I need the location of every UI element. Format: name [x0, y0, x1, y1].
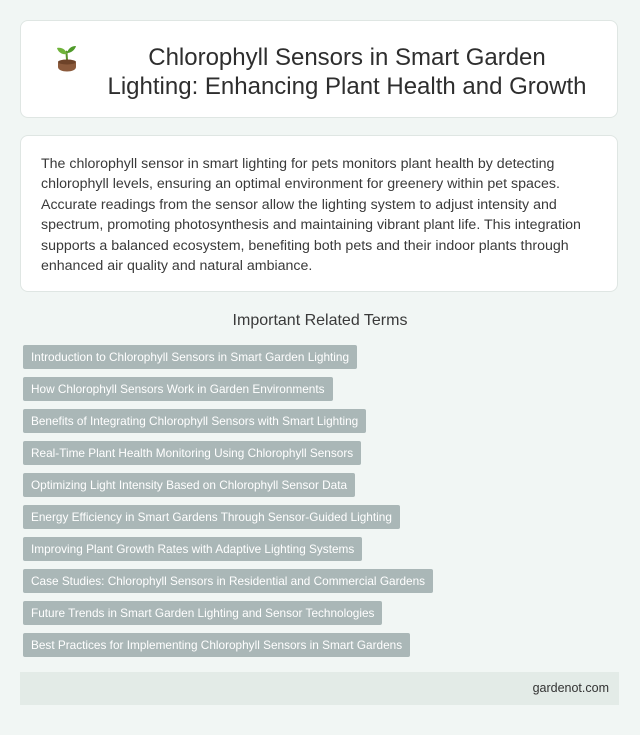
related-term-item[interactable]: [23, 601, 433, 625]
related-term-item[interactable]: [23, 537, 433, 561]
footer-site-link[interactable]: gardenot.com: [532, 681, 609, 695]
related-terms-heading: Important Related Terms: [232, 312, 408, 329]
header-card: [20, 20, 618, 118]
sprout-icon: [54, 45, 80, 75]
footer-bar: [20, 672, 619, 705]
related-term-label[interactable]: Optimizing Light Intensity Based on Chlorophyll Sensor Data: [23, 473, 355, 497]
related-term-label[interactable]: Case Studies: Chlorophyll Sensors in Residential and Commercial Gardens: [23, 569, 433, 593]
description-text: The chlorophyll sensor in smart lighting for pets monitors plant health by detecting chlorophyll levels, ensuring an optimal environment for greenery within pet spaces. Accurate readings from the sensor allow the lighting system to adjust intensity and spectrum, promoting photosynthesis and maintaining vibrant plant life. This integration supports a balanced ecosystem, benefiting both pets and their indoor plants through enhanced air quality and natural ambiance.: [41, 156, 581, 275]
related-term-item[interactable]: [23, 505, 433, 529]
related-term-label[interactable]: Best Practices for Implementing Chlorophyll Sensors in Smart Gardens: [23, 633, 410, 657]
description-card: [20, 135, 618, 292]
related-term-item[interactable]: [23, 345, 433, 369]
related-term-label[interactable]: Future Trends in Smart Garden Lighting and Sensor Technologies: [23, 601, 382, 625]
page-title: Chlorophyll Sensors in Smart Garden Lighting: Enhancing Plant Health and Growth: [107, 44, 587, 100]
related-term-item[interactable]: [23, 633, 433, 657]
related-term-label[interactable]: Real-Time Plant Health Monitoring Using Chlorophyll Sensors: [23, 441, 361, 465]
related-terms-list: [23, 345, 433, 665]
related-term-label[interactable]: Benefits of Integrating Chlorophyll Sensors with Smart Lighting: [23, 409, 366, 433]
related-term-item[interactable]: [23, 441, 433, 465]
related-term-item[interactable]: [23, 409, 433, 433]
related-term-item[interactable]: [23, 377, 433, 401]
related-term-item[interactable]: [23, 473, 433, 497]
related-term-item[interactable]: [23, 569, 433, 593]
title-row: [54, 43, 614, 101]
related-term-label[interactable]: How Chlorophyll Sensors Work in Garden Environments: [23, 377, 333, 401]
related-term-label[interactable]: Introduction to Chlorophyll Sensors in Smart Garden Lighting: [23, 345, 357, 369]
related-term-label[interactable]: Improving Plant Growth Rates with Adaptive Lighting Systems: [23, 537, 362, 561]
related-term-label[interactable]: Energy Efficiency in Smart Gardens Through Sensor-Guided Lighting: [23, 505, 400, 529]
